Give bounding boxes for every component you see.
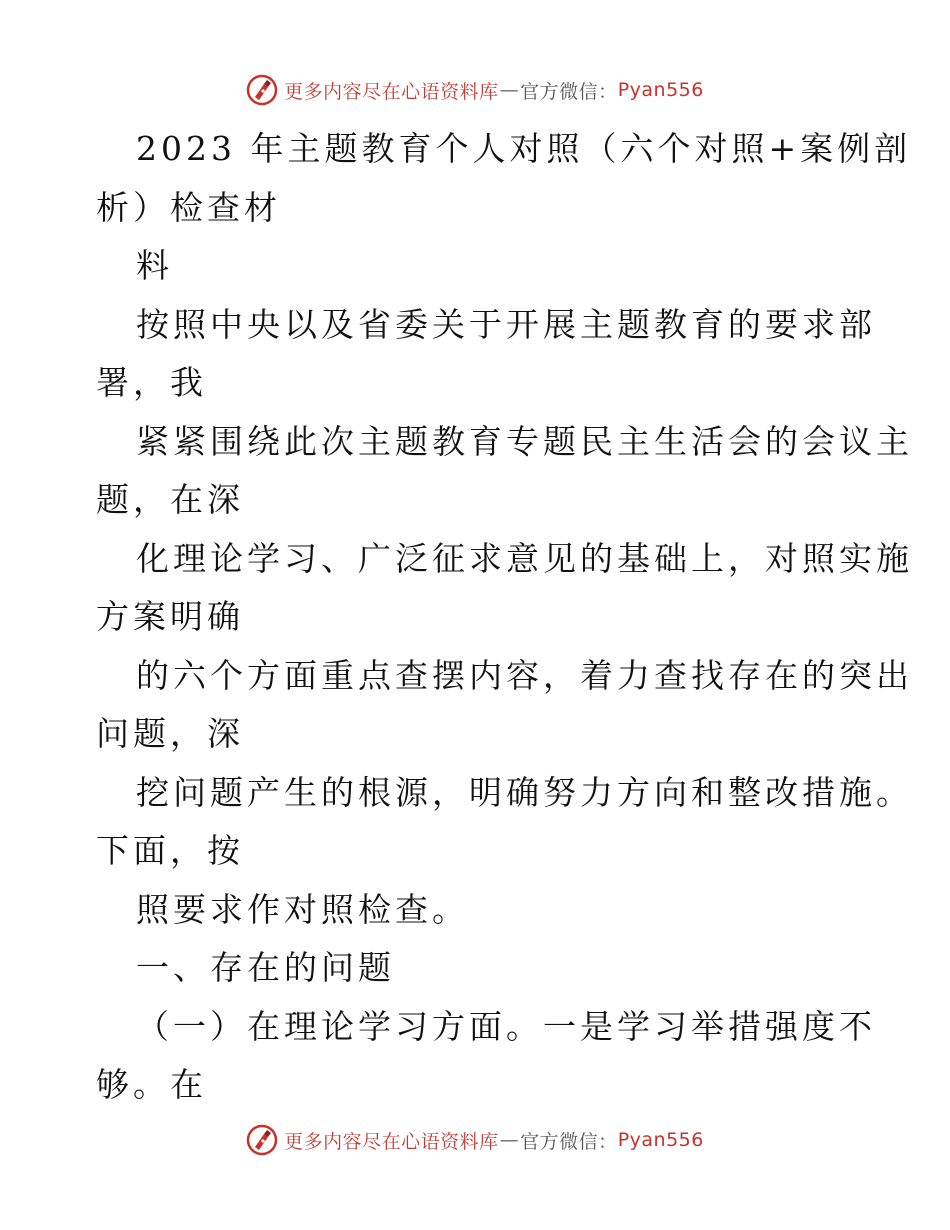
paragraph-line: 按照中央以及省委关于开展主题教育的要求部 (136, 304, 876, 344)
watermark-separator: — (499, 1129, 520, 1151)
pen-nib-logo-icon (246, 74, 278, 106)
paragraph-line: 挖问题产生的根源，明确努力方向和整改措施。 (136, 772, 913, 812)
title-line-1: 2023 年主题教育个人对照（六个对照+案例剖 (136, 129, 912, 168)
subsection-line: （一）在理论学习方面。一是学习举措强度不 (136, 1006, 876, 1046)
footer-watermark (0, 1120, 950, 1160)
paragraph-line: 方案明确 (96, 597, 244, 636)
watermark-wechat-id: Pyan556 (617, 79, 704, 101)
paragraph-line: 题，在深 (96, 480, 244, 519)
paragraph-line: 的六个方面重点查摆内容，着力查找存在的突出 (136, 655, 913, 695)
subsection-line: 够。在 (96, 1065, 207, 1104)
watermark-official-label: 官方微信： (520, 1130, 618, 1153)
section-heading: 一、存在的问题 (136, 948, 395, 987)
watermark-main-text: 更多内容尽在心语资料库 (284, 1130, 499, 1153)
watermark-main-text: 更多内容尽在心语资料库 (284, 80, 499, 103)
watermark-separator: — (499, 79, 520, 101)
paragraph-line: 问题，深 (96, 714, 244, 753)
title-line-2: 析）检查材 (96, 187, 281, 227)
header-watermark (0, 70, 950, 110)
paragraph-line: 下面，按 (96, 831, 244, 870)
paragraph-line: 化理论学习、广泛征求意见的基础上，对照实施 (136, 538, 913, 578)
paragraph-line: 紧紧围绕此次主题教育专题民主生活会的会议主 (136, 421, 913, 461)
paragraph-line: 照要求作对照检查。 (136, 889, 469, 929)
watermark-wechat-id: Pyan556 (617, 1129, 704, 1151)
paragraph-line: 署，我 (96, 363, 207, 402)
title-line-3: 料 (136, 246, 173, 285)
pen-nib-logo-icon (246, 1124, 278, 1156)
document-body (96, 120, 913, 1115)
watermark-official-label: 官方微信： (520, 80, 618, 103)
